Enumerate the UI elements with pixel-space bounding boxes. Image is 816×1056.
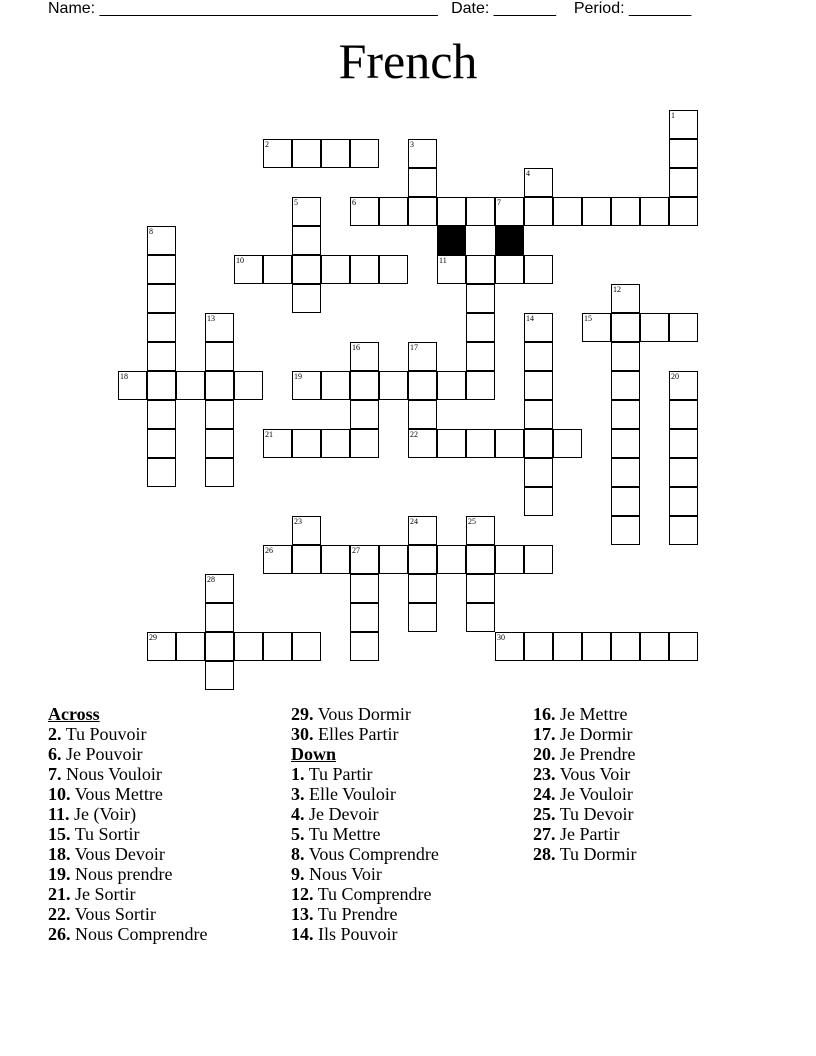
grid-cell[interactable] xyxy=(118,371,147,400)
down-clue xyxy=(533,704,637,724)
grid-cell[interactable] xyxy=(176,371,205,400)
clue-number: 27 xyxy=(352,546,360,555)
down-clue xyxy=(533,804,637,824)
clue-text: Vous Devoir xyxy=(74,844,165,864)
down-clue xyxy=(291,784,439,804)
grid-cell[interactable] xyxy=(437,545,466,574)
clue-text: Tu Partir xyxy=(308,764,373,784)
across-clue xyxy=(48,844,207,864)
grid-cell[interactable] xyxy=(437,371,466,400)
across-clue xyxy=(48,724,207,744)
grid-cell[interactable] xyxy=(495,545,524,574)
grid-cell[interactable] xyxy=(292,139,321,168)
clue-text: Je Pouvoir xyxy=(66,744,143,764)
grid-cell[interactable] xyxy=(466,516,495,545)
grid-cell[interactable] xyxy=(350,342,379,371)
clue-text: Je Mettre xyxy=(560,704,628,724)
clue-text: Nous prendre xyxy=(75,864,173,884)
clue-text: Tu Devoir xyxy=(559,804,634,824)
clue-num: 12. xyxy=(291,884,314,904)
clue-num: 25. xyxy=(533,804,556,824)
period-label: Period: xyxy=(573,0,625,17)
clue-number: 20 xyxy=(671,372,679,381)
clue-num: 2. xyxy=(48,724,62,744)
across-clue xyxy=(48,864,207,884)
clue-text: Je Vouloir xyxy=(560,784,633,804)
grid-cell[interactable] xyxy=(321,545,350,574)
grid-cell[interactable] xyxy=(321,371,350,400)
grid-cell[interactable] xyxy=(234,371,263,400)
grid-cell[interactable] xyxy=(263,429,292,458)
clue-num: 18. xyxy=(48,844,71,864)
clue-text: Je Devoir xyxy=(309,804,379,824)
clue-num: 5. xyxy=(291,824,305,844)
clue-text: Je Prendre xyxy=(560,744,636,764)
grid-cell[interactable] xyxy=(263,139,292,168)
grid-cell[interactable] xyxy=(611,516,640,545)
grid-cell[interactable] xyxy=(408,603,437,632)
down-clue xyxy=(291,764,439,784)
grid-cell[interactable] xyxy=(669,516,698,545)
grid-cell[interactable] xyxy=(205,342,234,371)
clue-num: 8. xyxy=(291,844,305,864)
grid-cell[interactable] xyxy=(263,545,292,574)
clue-number: 23 xyxy=(294,517,302,526)
grid-cell[interactable] xyxy=(524,487,553,516)
across-clue xyxy=(48,764,207,784)
clue-text: Tu Prendre xyxy=(317,904,398,924)
grid-cell[interactable] xyxy=(147,429,176,458)
grid-cell[interactable] xyxy=(408,516,437,545)
grid-cell[interactable] xyxy=(408,574,437,603)
grid-cell[interactable] xyxy=(611,342,640,371)
grid-cell[interactable] xyxy=(321,139,350,168)
grid-cell[interactable] xyxy=(408,400,437,429)
grid-cell[interactable] xyxy=(495,255,524,284)
grid-cell[interactable] xyxy=(524,371,553,400)
clue-number: 7 xyxy=(497,198,501,207)
grid-cell[interactable] xyxy=(292,371,321,400)
clue-number: 2 xyxy=(265,140,269,149)
grid-cell[interactable] xyxy=(408,429,437,458)
clue-num: 1. xyxy=(291,764,305,784)
grid-cell[interactable] xyxy=(379,197,408,226)
grid-cell[interactable] xyxy=(350,429,379,458)
clue-number: 6 xyxy=(352,198,356,207)
clue-number: 4 xyxy=(526,169,530,178)
clue-number: 3 xyxy=(410,140,414,149)
date-field[interactable]: _______ xyxy=(493,0,557,17)
clue-number: 11 xyxy=(439,256,447,265)
clue-number: 13 xyxy=(207,314,215,323)
grid-cell[interactable] xyxy=(524,197,553,226)
grid-cell[interactable] xyxy=(176,632,205,661)
clue-number: 18 xyxy=(120,372,128,381)
down-clue xyxy=(291,804,439,824)
clue-number: 5 xyxy=(294,198,298,207)
grid-cell[interactable] xyxy=(669,458,698,487)
down-clue xyxy=(291,884,439,904)
grid-cell[interactable] xyxy=(350,371,379,400)
grid-cell[interactable] xyxy=(292,197,321,226)
clue-num: 4. xyxy=(291,804,305,824)
across-clue xyxy=(48,924,207,944)
across-clue xyxy=(48,904,207,924)
clue-number: 10 xyxy=(236,256,244,265)
grid-cell[interactable] xyxy=(234,255,263,284)
name-field[interactable]: ______________________________________ xyxy=(99,0,438,17)
grid-cell[interactable] xyxy=(611,313,640,342)
across-clue xyxy=(291,724,439,744)
clue-num: 13. xyxy=(291,904,314,924)
grid-cell[interactable] xyxy=(640,197,669,226)
grid-cell[interactable] xyxy=(292,632,321,661)
clue-text: Ils Pouvoir xyxy=(318,924,398,944)
clue-text: Vous Voir xyxy=(559,764,631,784)
name-label: Name: xyxy=(48,0,96,17)
clue-number: 15 xyxy=(584,314,592,323)
down-clue xyxy=(291,824,439,844)
grid-cell[interactable] xyxy=(466,429,495,458)
clue-number: 19 xyxy=(294,372,302,381)
grid-cell[interactable] xyxy=(669,197,698,226)
grid-cell[interactable] xyxy=(669,168,698,197)
grid-cell[interactable] xyxy=(553,429,582,458)
grid-cell[interactable] xyxy=(408,545,437,574)
clue-number: 25 xyxy=(468,517,476,526)
clue-text: Vous Mettre xyxy=(74,784,163,804)
grid-cell[interactable] xyxy=(350,545,379,574)
grid-cell[interactable] xyxy=(379,255,408,284)
grid-cell[interactable] xyxy=(640,313,669,342)
across-clue xyxy=(48,744,207,764)
clue-num: 27. xyxy=(533,824,556,844)
grid-cell[interactable] xyxy=(466,255,495,284)
grid-cell[interactable] xyxy=(205,371,234,400)
period-field[interactable]: _______ xyxy=(629,0,692,17)
clue-text: Je Dormir xyxy=(560,724,633,744)
clue-number: 22 xyxy=(410,430,418,439)
grid-cell[interactable] xyxy=(524,168,553,197)
grid-cell[interactable] xyxy=(669,429,698,458)
grid-cell[interactable] xyxy=(553,632,582,661)
clue-number: 16 xyxy=(352,343,360,352)
down-clue xyxy=(291,864,439,884)
grid-cell[interactable] xyxy=(669,139,698,168)
grid-cell[interactable] xyxy=(147,284,176,313)
clue-text: Elle Vouloir xyxy=(309,784,396,804)
grid-cell[interactable] xyxy=(350,139,379,168)
grid-cell[interactable] xyxy=(263,255,292,284)
clues-column-2 xyxy=(291,704,439,944)
grid-cell[interactable] xyxy=(147,342,176,371)
grid-cell[interactable] xyxy=(147,458,176,487)
clue-text: Nous Vouloir xyxy=(66,764,162,784)
grid-cell[interactable] xyxy=(553,197,582,226)
clue-number: 14 xyxy=(526,314,534,323)
clue-number: 26 xyxy=(265,546,273,555)
grid-cell[interactable] xyxy=(408,139,437,168)
grid-cell[interactable] xyxy=(205,574,234,603)
grid-cell[interactable] xyxy=(466,284,495,313)
down-clue xyxy=(291,924,439,944)
clue-text: Nous Voir xyxy=(309,864,382,884)
grid-cell[interactable] xyxy=(437,429,466,458)
across-clue xyxy=(291,704,439,724)
down-clue xyxy=(533,724,637,744)
across-clue xyxy=(48,804,207,824)
grid-cell[interactable] xyxy=(263,632,292,661)
grid-cell[interactable] xyxy=(582,197,611,226)
grid-cell[interactable] xyxy=(524,458,553,487)
grid-cell[interactable] xyxy=(408,342,437,371)
clue-text: Tu Mettre xyxy=(308,824,381,844)
clue-text: Je (Voir) xyxy=(74,804,137,824)
grid-cell[interactable] xyxy=(205,632,234,661)
grid-block xyxy=(495,226,524,255)
clue-num: 30. xyxy=(291,724,314,744)
grid-cell[interactable] xyxy=(524,632,553,661)
clue-num: 26. xyxy=(48,924,71,944)
clue-text: Tu Comprendre xyxy=(317,884,432,904)
clue-num: 29. xyxy=(291,704,314,724)
grid-cell[interactable] xyxy=(321,255,350,284)
grid-cell[interactable] xyxy=(669,487,698,516)
grid-block xyxy=(437,226,466,255)
grid-cell[interactable] xyxy=(379,545,408,574)
grid-cell[interactable] xyxy=(350,632,379,661)
grid-cell[interactable] xyxy=(669,632,698,661)
clue-number: 24 xyxy=(410,517,418,526)
grid-cell[interactable] xyxy=(205,429,234,458)
grid-cell[interactable] xyxy=(437,197,466,226)
down-clue xyxy=(291,844,439,864)
date-label: Date: xyxy=(451,0,490,17)
grid-cell[interactable] xyxy=(466,574,495,603)
grid-cell[interactable] xyxy=(669,313,698,342)
grid-cell[interactable] xyxy=(147,371,176,400)
grid-cell[interactable] xyxy=(205,458,234,487)
clue-text: Je Partir xyxy=(560,824,620,844)
down-clue xyxy=(533,744,637,764)
grid-cell[interactable] xyxy=(147,400,176,429)
across-clue xyxy=(48,884,207,904)
across-clue xyxy=(48,824,207,844)
clue-number: 29 xyxy=(149,633,157,642)
down-clue xyxy=(533,784,637,804)
across-clue xyxy=(48,784,207,804)
grid-cell[interactable] xyxy=(611,197,640,226)
down-clue xyxy=(533,824,637,844)
grid-cell[interactable] xyxy=(611,632,640,661)
clue-num: 11. xyxy=(48,804,70,824)
grid-cell[interactable] xyxy=(292,545,321,574)
clue-num: 23. xyxy=(533,764,556,784)
grid-cell[interactable] xyxy=(611,487,640,516)
clue-number: 17 xyxy=(410,343,418,352)
grid-cell[interactable] xyxy=(611,371,640,400)
grid-cell[interactable] xyxy=(379,371,408,400)
grid-cell[interactable] xyxy=(350,603,379,632)
down-heading: Down xyxy=(291,744,337,764)
grid-cell[interactable] xyxy=(582,313,611,342)
clue-text: Nous Comprendre xyxy=(75,924,208,944)
grid-cell[interactable] xyxy=(640,632,669,661)
grid-cell[interactable] xyxy=(495,429,524,458)
clue-num: 17. xyxy=(533,724,556,744)
clue-text: Elles Partir xyxy=(318,724,399,744)
down-clue xyxy=(533,764,637,784)
grid-cell[interactable] xyxy=(292,429,321,458)
grid-cell[interactable] xyxy=(350,400,379,429)
clue-number: 1 xyxy=(671,111,675,120)
grid-cell[interactable] xyxy=(669,400,698,429)
grid-cell[interactable] xyxy=(524,342,553,371)
grid-cell[interactable] xyxy=(466,342,495,371)
clues-column-3 xyxy=(533,704,637,864)
clue-num: 9. xyxy=(291,864,305,884)
worksheet-header xyxy=(48,0,691,18)
clue-num: 6. xyxy=(48,744,62,764)
grid-cell[interactable] xyxy=(205,313,234,342)
clue-num: 28. xyxy=(533,844,556,864)
grid-cell[interactable] xyxy=(466,371,495,400)
grid-cell[interactable] xyxy=(466,545,495,574)
grid-cell[interactable] xyxy=(669,371,698,400)
page-title: French xyxy=(338,33,478,89)
down-clue xyxy=(291,904,439,924)
across-heading: Across xyxy=(48,704,100,724)
grid-cell[interactable] xyxy=(205,603,234,632)
grid-cell[interactable] xyxy=(147,226,176,255)
grid-cell[interactable] xyxy=(437,255,466,284)
clue-text: Tu Sortir xyxy=(74,824,140,844)
clue-num: 16. xyxy=(533,704,556,724)
clue-number: 8 xyxy=(149,227,153,236)
grid-cell[interactable] xyxy=(611,429,640,458)
grid-cell[interactable] xyxy=(292,255,321,284)
grid-cell[interactable] xyxy=(466,313,495,342)
clue-text: Vous Dormir xyxy=(317,704,411,724)
clue-number: 12 xyxy=(613,285,621,294)
clue-num: 14. xyxy=(291,924,314,944)
grid-cell[interactable] xyxy=(495,197,524,226)
grid-cell[interactable] xyxy=(350,574,379,603)
down-clue xyxy=(533,844,637,864)
grid-cell[interactable] xyxy=(205,661,234,690)
grid-cell[interactable] xyxy=(669,110,698,139)
clue-num: 20. xyxy=(533,744,556,764)
grid-cell[interactable] xyxy=(292,284,321,313)
grid-cell[interactable] xyxy=(147,255,176,284)
grid-cell[interactable] xyxy=(611,284,640,313)
clue-number: 30 xyxy=(497,633,505,642)
grid-cell[interactable] xyxy=(524,429,553,458)
grid-cell[interactable] xyxy=(466,603,495,632)
clue-number: 28 xyxy=(207,575,215,584)
clue-text: Tu Dormir xyxy=(559,844,637,864)
grid-cell[interactable] xyxy=(350,197,379,226)
grid-cell[interactable] xyxy=(292,226,321,255)
clues-column-1 xyxy=(48,704,207,944)
grid-cell[interactable] xyxy=(524,313,553,342)
grid-cell[interactable] xyxy=(234,632,263,661)
grid-cell[interactable] xyxy=(495,632,524,661)
grid-cell[interactable] xyxy=(466,197,495,226)
grid-cell[interactable] xyxy=(524,545,553,574)
clue-number: 21 xyxy=(265,430,273,439)
grid-cell[interactable] xyxy=(524,255,553,284)
grid-cell[interactable] xyxy=(611,458,640,487)
clue-num: 10. xyxy=(48,784,71,804)
clue-text: Je Sortir xyxy=(75,884,136,904)
grid-cell[interactable] xyxy=(321,429,350,458)
clue-text: Tu Pouvoir xyxy=(65,724,147,744)
grid-cell[interactable] xyxy=(205,400,234,429)
clue-text: Vous Comprendre xyxy=(308,844,439,864)
grid-cell[interactable] xyxy=(147,632,176,661)
clue-num: 3. xyxy=(291,784,305,804)
clue-num: 24. xyxy=(533,784,556,804)
grid-cell[interactable] xyxy=(524,400,553,429)
grid-cell[interactable] xyxy=(408,197,437,226)
grid-cell[interactable] xyxy=(408,168,437,197)
clue-num: 15. xyxy=(48,824,71,844)
grid-cell[interactable] xyxy=(611,400,640,429)
grid-cell[interactable] xyxy=(582,632,611,661)
clue-num: 21. xyxy=(48,884,71,904)
grid-cell[interactable] xyxy=(350,255,379,284)
clue-num: 22. xyxy=(48,904,71,924)
grid-cell[interactable] xyxy=(147,313,176,342)
grid-cell[interactable] xyxy=(292,516,321,545)
grid-cell[interactable] xyxy=(408,371,437,400)
clue-num: 7. xyxy=(48,764,62,784)
clue-text: Vous Sortir xyxy=(74,904,156,924)
clue-num: 19. xyxy=(48,864,71,884)
